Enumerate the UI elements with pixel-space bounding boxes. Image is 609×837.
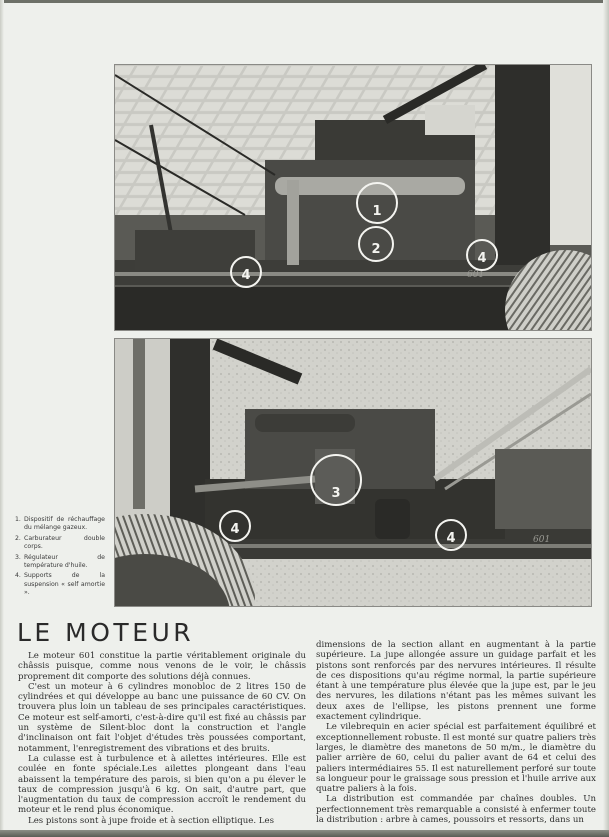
page-left-edge <box>0 0 4 837</box>
caption-number: 4. <box>15 572 21 580</box>
page-top-edge <box>0 0 609 3</box>
caption-text: Dispositif de réchauffage du mélange gazeux. <box>24 516 105 532</box>
engine-photo-bottom <box>114 338 592 607</box>
paragraph: La culasse est à turbulence et à ailettes intérieures. Elle est coulée en fonte spéciale.Les ailettes plongeant dans l'eau abaissent la température des parois, si bien qu'on a pu élever le taux de compression jusqu'à 6 kg. On sait, d'autre part, que l'augmentation du taux de compression accroît le rendement du moteur et le rend plus économique. <box>18 753 306 816</box>
caption-item <box>15 535 105 552</box>
photo-marker-2 <box>358 226 394 262</box>
photo-marker-4d <box>435 519 467 551</box>
chassis-mark-bottom: 601 <box>533 535 551 545</box>
page-bottom-edge <box>0 830 609 837</box>
caption-number: 3. <box>15 553 21 561</box>
article-title: LE MOTEUR <box>17 618 195 647</box>
caption-number: 2. <box>15 534 21 542</box>
paragraph: dimensions de la section allant en augmentant à la partie supérieure. La jupe allongée assure un guidage parfait et les pistons sont renforcés par des nervures intérieures. Il résulte de ces dispositions qu'au régime normal, la partie supérieure étant à une température plus élevée que la jupe est, par le jeu des nervures, les dilations n'étant pas les mêmes suivant les deux axes de l'ellipse, les pistons prennent une forme exactement cylindrique. <box>316 640 596 723</box>
engine-photo-top <box>114 64 592 331</box>
photo-caption-legend <box>15 516 105 600</box>
caption-text: Supports de la suspension « self amortie ». <box>24 572 105 597</box>
caption-item <box>15 516 105 533</box>
article-column-1 <box>18 651 306 826</box>
marker-label: 3 <box>331 486 341 501</box>
caption-number: 1. <box>15 516 21 523</box>
marker-label: 4 <box>230 522 240 537</box>
paragraph: C'est un moteur à 6 cylindres monobloc de 2 litres 150 de cylindrées et qui développe au banc une puissance de 60 CV. On trouvera plus loin un tableau de ses principales caractéristiques. Ce moteur est self-amorti, c'est-à-dire qu'il est fixé au châssis par un système de Silent-bloc dont la construction et l'angle d'inclinaison ont fait l'objet d'études très poussées comportant, notamment, l'enregistrement des vibrations et des bruits. <box>18 681 306 754</box>
paragraph: Le moteur 601 constitue la partie véritablement originale du châssis puisque, comme nous venons de le voir, le châssis proprement dit comporte des solutions déjà connues. <box>18 651 306 682</box>
caption-text: Carburateur double corps. <box>24 534 105 551</box>
caption-item <box>15 554 105 571</box>
paragraph: Les pistons sont à jupe froide et à section elliptique. Les <box>28 815 275 826</box>
photo-marker-4b <box>466 239 498 271</box>
photo-marker-4a <box>230 256 262 288</box>
photo-marker-3 <box>310 454 362 506</box>
marker-label: 2 <box>371 242 381 257</box>
caption-item <box>15 572 105 597</box>
paragraph: La distribution est commandée par chaînes doubles. Un perfectionnement très remarquable a consisté à enfermer toute la distribution : arbre à cames, poussoirs et ressorts, dans un <box>316 794 596 826</box>
marker-label: 4 <box>241 268 251 283</box>
marker-label: 1 <box>372 204 382 219</box>
page-right-edge <box>603 0 609 837</box>
chassis-mark-top: 601 <box>467 270 485 280</box>
photo-marker-4c <box>219 510 251 542</box>
engine-photo-top-illustration <box>115 65 591 330</box>
marker-label: 4 <box>446 531 456 546</box>
paragraph: Le vilebrequin en acier spécial est parfaitement équilibré et exceptionnellement robuste. Il est monté sur quatre paliers très larges, le diamètre des manetons de 50 m/m., le diamètre du palier arrière de 60, celui du palier avant de 64 et celui des paliers intermédiaires 55. Il est naturellement perforé sur toute sa longueur pour le graissage sous pression et l'huile arrive aux quatre paliers à la fois. <box>316 722 596 795</box>
marker-label: 4 <box>477 251 487 266</box>
photo-marker-1 <box>356 182 398 224</box>
article-column-2 <box>316 640 596 825</box>
caption-text: Régulateur de température d'huile. <box>24 553 105 570</box>
